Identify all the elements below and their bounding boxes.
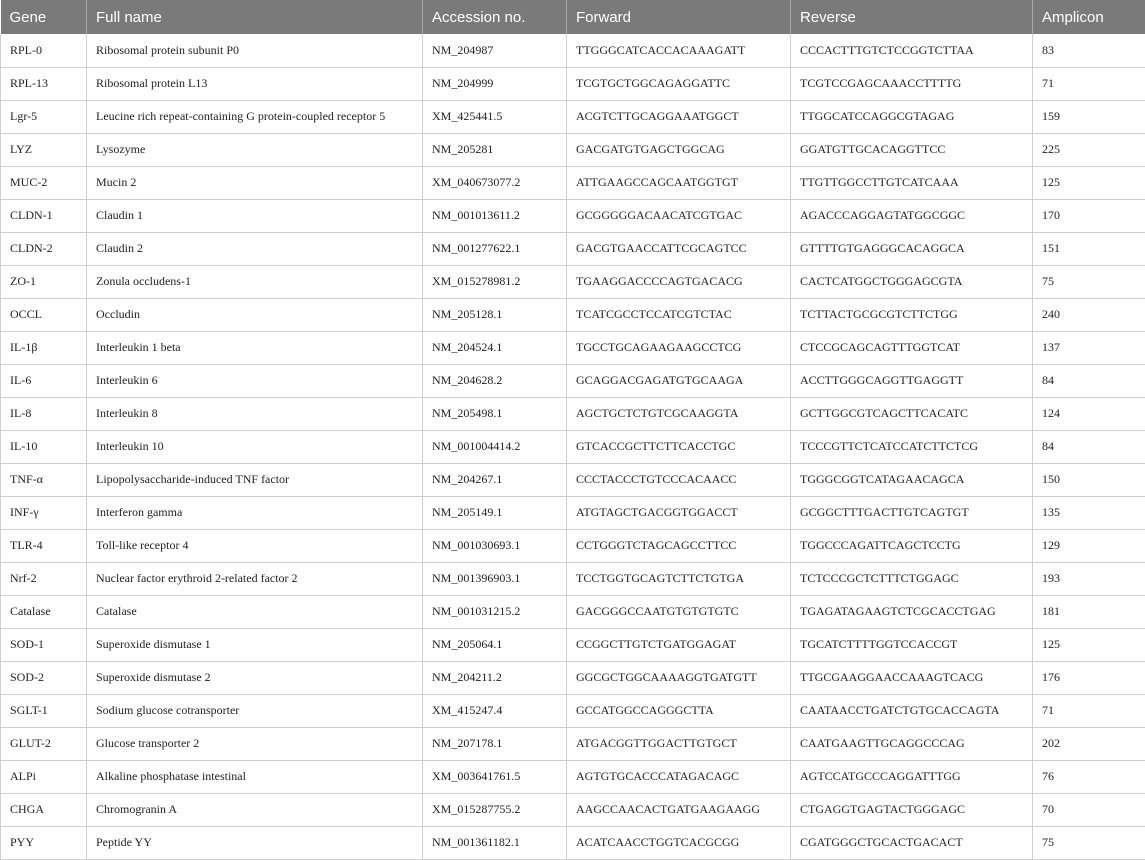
cell-accession: NM_205281 bbox=[423, 133, 567, 166]
cell-full-name: Ribosomal protein subunit P0 bbox=[87, 34, 423, 67]
cell-accession: XM_015278981.2 bbox=[423, 265, 567, 298]
table-row bbox=[1, 661, 1145, 694]
cell-full-name: Chromogranin A bbox=[87, 793, 423, 826]
cell-gene: IL-8 bbox=[1, 397, 87, 430]
table-row bbox=[1, 67, 1145, 100]
cell-reverse: GCGGCTTTGACTTGTCAGTGT bbox=[791, 496, 1033, 529]
cell-full-name: Peptide YY bbox=[87, 826, 423, 859]
table-row bbox=[1, 232, 1145, 265]
table-row bbox=[1, 562, 1145, 595]
cell-full-name: Interleukin 1 beta bbox=[87, 331, 423, 364]
cell-gene: CLDN-2 bbox=[1, 232, 87, 265]
cell-amplicon: 181 bbox=[1033, 595, 1145, 628]
cell-gene: TLR-4 bbox=[1, 529, 87, 562]
cell-reverse: TTGCGAAGGAACCAAAGTCACG bbox=[791, 661, 1033, 694]
table-row bbox=[1, 694, 1145, 727]
cell-amplicon: 240 bbox=[1033, 298, 1145, 331]
cell-reverse: TGGGCGGTCATAGAACAGCA bbox=[791, 463, 1033, 496]
cell-gene: SOD-1 bbox=[1, 628, 87, 661]
cell-forward: GTCACCGCTTCTTCACCTGC bbox=[567, 430, 791, 463]
cell-full-name: Ribosomal protein L13 bbox=[87, 67, 423, 100]
cell-gene: IL-10 bbox=[1, 430, 87, 463]
cell-full-name: Leucine rich repeat-containing G protein-coupled receptor 5 bbox=[87, 100, 423, 133]
cell-amplicon: 125 bbox=[1033, 166, 1145, 199]
table-row bbox=[1, 298, 1145, 331]
cell-gene: MUC-2 bbox=[1, 166, 87, 199]
cell-forward: TTGGGCATCACCACAAAGATT bbox=[567, 34, 791, 67]
cell-amplicon: 71 bbox=[1033, 694, 1145, 727]
cell-amplicon: 202 bbox=[1033, 727, 1145, 760]
cell-full-name: Occludin bbox=[87, 298, 423, 331]
cell-accession: XM_415247.4 bbox=[423, 694, 567, 727]
cell-amplicon: 159 bbox=[1033, 100, 1145, 133]
cell-full-name: Lysozyme bbox=[87, 133, 423, 166]
table-row bbox=[1, 628, 1145, 661]
cell-gene: GLUT-2 bbox=[1, 727, 87, 760]
cell-accession: NM_001013611.2 bbox=[423, 199, 567, 232]
cell-reverse: TTGTTGGCCTTGTCATCAAA bbox=[791, 166, 1033, 199]
cell-accession: NM_204999 bbox=[423, 67, 567, 100]
cell-forward: CCTGGGTCTAGCAGCCTTCC bbox=[567, 529, 791, 562]
cell-forward: AAGCCAACACTGATGAAGAAGG bbox=[567, 793, 791, 826]
header-amplicon: Amplicon bbox=[1033, 0, 1145, 34]
cell-accession: NM_204267.1 bbox=[423, 463, 567, 496]
cell-reverse: TCTTACTGCGCGTCTTCTGG bbox=[791, 298, 1033, 331]
cell-amplicon: 137 bbox=[1033, 331, 1145, 364]
cell-forward: CCCTACCCTGTCCCACAACC bbox=[567, 463, 791, 496]
cell-full-name: Catalase bbox=[87, 595, 423, 628]
table-row bbox=[1, 100, 1145, 133]
cell-forward: CCGGCTTGTCTGATGGAGAT bbox=[567, 628, 791, 661]
cell-amplicon: 76 bbox=[1033, 760, 1145, 793]
cell-gene: LYZ bbox=[1, 133, 87, 166]
cell-accession: XM_425441.5 bbox=[423, 100, 567, 133]
cell-accession: NM_207178.1 bbox=[423, 727, 567, 760]
cell-amplicon: 193 bbox=[1033, 562, 1145, 595]
table-row bbox=[1, 760, 1145, 793]
cell-amplicon: 84 bbox=[1033, 364, 1145, 397]
cell-reverse: CAATGAAGTTGCAGGCCCAG bbox=[791, 727, 1033, 760]
cell-amplicon: 75 bbox=[1033, 265, 1145, 298]
cell-full-name: Claudin 2 bbox=[87, 232, 423, 265]
cell-full-name: Interleukin 6 bbox=[87, 364, 423, 397]
table-row bbox=[1, 595, 1145, 628]
cell-full-name: Mucin 2 bbox=[87, 166, 423, 199]
header-reverse: Reverse bbox=[791, 0, 1033, 34]
cell-accession: NM_001277622.1 bbox=[423, 232, 567, 265]
cell-amplicon: 70 bbox=[1033, 793, 1145, 826]
cell-gene: RPL-13 bbox=[1, 67, 87, 100]
table-body bbox=[1, 34, 1145, 859]
cell-forward: GACGGGCCAATGTGTGTGTC bbox=[567, 595, 791, 628]
table-row bbox=[1, 727, 1145, 760]
header-accession: Accession no. bbox=[423, 0, 567, 34]
table-row bbox=[1, 331, 1145, 364]
cell-reverse: TTGGCATCCAGGCGTAGAG bbox=[791, 100, 1033, 133]
cell-reverse: GCTTGGCGTCAGCTTCACATC bbox=[791, 397, 1033, 430]
cell-forward: AGTGTGCACCCATAGACAGC bbox=[567, 760, 791, 793]
cell-gene: Lgr-5 bbox=[1, 100, 87, 133]
cell-gene: Catalase bbox=[1, 595, 87, 628]
cell-forward: GGCGCTGGCAAAAGGTGATGTT bbox=[567, 661, 791, 694]
cell-forward: ATGTAGCTGACGGTGGACCT bbox=[567, 496, 791, 529]
cell-amplicon: 84 bbox=[1033, 430, 1145, 463]
cell-accession: NM_204211.2 bbox=[423, 661, 567, 694]
cell-gene: ALPi bbox=[1, 760, 87, 793]
header-full-name: Full name bbox=[87, 0, 423, 34]
cell-accession: NM_001361182.1 bbox=[423, 826, 567, 859]
table-row bbox=[1, 529, 1145, 562]
cell-forward: GCAGGACGAGATGTGCAAGA bbox=[567, 364, 791, 397]
cell-reverse: TCGTCCGAGCAAACCTTTTG bbox=[791, 67, 1033, 100]
cell-amplicon: 124 bbox=[1033, 397, 1145, 430]
cell-accession: NM_204987 bbox=[423, 34, 567, 67]
cell-full-name: Lipopolysaccharide-induced TNF factor bbox=[87, 463, 423, 496]
cell-full-name: Superoxide dismutase 2 bbox=[87, 661, 423, 694]
cell-amplicon: 170 bbox=[1033, 199, 1145, 232]
cell-gene: CHGA bbox=[1, 793, 87, 826]
cell-accession: NM_001396903.1 bbox=[423, 562, 567, 595]
cell-reverse: TGAGATAGAAGTCTCGCACCTGAG bbox=[791, 595, 1033, 628]
cell-reverse: CCCACTTTGTCTCCGGTCTTAA bbox=[791, 34, 1033, 67]
cell-amplicon: 129 bbox=[1033, 529, 1145, 562]
cell-amplicon: 125 bbox=[1033, 628, 1145, 661]
cell-forward: AGCTGCTCTGTCGCAAGGTA bbox=[567, 397, 791, 430]
cell-accession: NM_205149.1 bbox=[423, 496, 567, 529]
cell-accession: XM_015287755.2 bbox=[423, 793, 567, 826]
cell-reverse: CTGAGGTGAGTACTGGGAGC bbox=[791, 793, 1033, 826]
cell-accession: NM_001004414.2 bbox=[423, 430, 567, 463]
cell-reverse: TGGCCCAGATTCAGCTCCTG bbox=[791, 529, 1033, 562]
cell-full-name: Nuclear factor erythroid 2-related factor 2 bbox=[87, 562, 423, 595]
cell-full-name: Zonula occludens-1 bbox=[87, 265, 423, 298]
cell-reverse: TCTCCCGCTCTTTCTGGAGC bbox=[791, 562, 1033, 595]
cell-gene: OCCL bbox=[1, 298, 87, 331]
cell-accession: NM_001030693.1 bbox=[423, 529, 567, 562]
table-row bbox=[1, 496, 1145, 529]
table-row bbox=[1, 430, 1145, 463]
cell-amplicon: 176 bbox=[1033, 661, 1145, 694]
cell-gene: INF-γ bbox=[1, 496, 87, 529]
cell-amplicon: 225 bbox=[1033, 133, 1145, 166]
cell-forward: GCGGGGGACAACATCGTGAC bbox=[567, 199, 791, 232]
cell-accession: NM_204628.2 bbox=[423, 364, 567, 397]
cell-gene: RPL-0 bbox=[1, 34, 87, 67]
cell-reverse: GGATGTTGCACAGGTTCC bbox=[791, 133, 1033, 166]
cell-full-name: Glucose transporter 2 bbox=[87, 727, 423, 760]
cell-forward: ACATCAACCTGGTCACGCGG bbox=[567, 826, 791, 859]
cell-accession: XM_003641761.5 bbox=[423, 760, 567, 793]
cell-forward: ATGACGGTTGGACTTGTGCT bbox=[567, 727, 791, 760]
table-row bbox=[1, 199, 1145, 232]
table-header bbox=[1, 0, 1145, 34]
cell-forward: GACGTGAACCATTCGCAGTCC bbox=[567, 232, 791, 265]
cell-forward: TGCCTGCAGAAGAAGCCTCG bbox=[567, 331, 791, 364]
cell-amplicon: 150 bbox=[1033, 463, 1145, 496]
cell-accession: NM_205128.1 bbox=[423, 298, 567, 331]
table-row bbox=[1, 166, 1145, 199]
cell-gene: ZO-1 bbox=[1, 265, 87, 298]
cell-gene: SOD-2 bbox=[1, 661, 87, 694]
cell-full-name: Sodium glucose cotransporter bbox=[87, 694, 423, 727]
cell-reverse: TCCCGTTCTCATCCATCTTCTCG bbox=[791, 430, 1033, 463]
table-row bbox=[1, 265, 1145, 298]
cell-forward: GCCATGGCCAGGGCTTA bbox=[567, 694, 791, 727]
cell-reverse: AGTCCATGCCCAGGATTTGG bbox=[791, 760, 1033, 793]
cell-reverse: TGCATCTTTTGGTCCACCGT bbox=[791, 628, 1033, 661]
cell-full-name: Claudin 1 bbox=[87, 199, 423, 232]
cell-reverse: CGATGGGCTGCACTGACACT bbox=[791, 826, 1033, 859]
cell-full-name: Alkaline phosphatase intestinal bbox=[87, 760, 423, 793]
cell-amplicon: 151 bbox=[1033, 232, 1145, 265]
header-forward: Forward bbox=[567, 0, 791, 34]
cell-reverse: CACTCATGGCTGGGAGCGTA bbox=[791, 265, 1033, 298]
cell-amplicon: 83 bbox=[1033, 34, 1145, 67]
cell-gene: IL-1β bbox=[1, 331, 87, 364]
cell-amplicon: 75 bbox=[1033, 826, 1145, 859]
cell-forward: TCATCGCCTCCATCGTCTAC bbox=[567, 298, 791, 331]
table-row bbox=[1, 133, 1145, 166]
cell-amplicon: 71 bbox=[1033, 67, 1145, 100]
cell-forward: GACGATGTGAGCTGGCAG bbox=[567, 133, 791, 166]
cell-accession: NM_205064.1 bbox=[423, 628, 567, 661]
cell-accession: NM_205498.1 bbox=[423, 397, 567, 430]
cell-forward: ATTGAAGCCAGCAATGGTGT bbox=[567, 166, 791, 199]
cell-accession: NM_204524.1 bbox=[423, 331, 567, 364]
table-row bbox=[1, 364, 1145, 397]
cell-forward: TCCTGGTGCAGTCTTCTGTGA bbox=[567, 562, 791, 595]
cell-gene: Nrf-2 bbox=[1, 562, 87, 595]
table-row bbox=[1, 397, 1145, 430]
cell-full-name: Interleukin 10 bbox=[87, 430, 423, 463]
cell-forward: TCGTGCTGGCAGAGGATTC bbox=[567, 67, 791, 100]
cell-full-name: Superoxide dismutase 1 bbox=[87, 628, 423, 661]
cell-reverse: ACCTTGGGCAGGTTGAGGTT bbox=[791, 364, 1033, 397]
cell-accession: NM_001031215.2 bbox=[423, 595, 567, 628]
cell-full-name: Interleukin 8 bbox=[87, 397, 423, 430]
cell-reverse: AGACCCAGGAGTATGGCGGC bbox=[791, 199, 1033, 232]
cell-gene: IL-6 bbox=[1, 364, 87, 397]
cell-reverse: GTTTTGTGAGGGCACAGGCA bbox=[791, 232, 1033, 265]
cell-reverse: CAATAACCTGATCTGTGCACCAGTA bbox=[791, 694, 1033, 727]
cell-gene: SGLT-1 bbox=[1, 694, 87, 727]
cell-full-name: Toll-like receptor 4 bbox=[87, 529, 423, 562]
cell-accession: XM_040673077.2 bbox=[423, 166, 567, 199]
table-row bbox=[1, 463, 1145, 496]
table-row bbox=[1, 34, 1145, 67]
cell-gene: CLDN-1 bbox=[1, 199, 87, 232]
header-gene: Gene bbox=[1, 0, 87, 34]
cell-forward: ACGTCTTGCAGGAAATGGCT bbox=[567, 100, 791, 133]
table-row bbox=[1, 826, 1145, 859]
cell-amplicon: 135 bbox=[1033, 496, 1145, 529]
cell-gene: PYY bbox=[1, 826, 87, 859]
cell-gene: TNF-α bbox=[1, 463, 87, 496]
header-row bbox=[1, 0, 1145, 34]
table-row bbox=[1, 793, 1145, 826]
cell-forward: TGAAGGACCCCAGTGACACG bbox=[567, 265, 791, 298]
cell-reverse: CTCCGCAGCAGTTTGGTCAT bbox=[791, 331, 1033, 364]
cell-full-name: Interferon gamma bbox=[87, 496, 423, 529]
